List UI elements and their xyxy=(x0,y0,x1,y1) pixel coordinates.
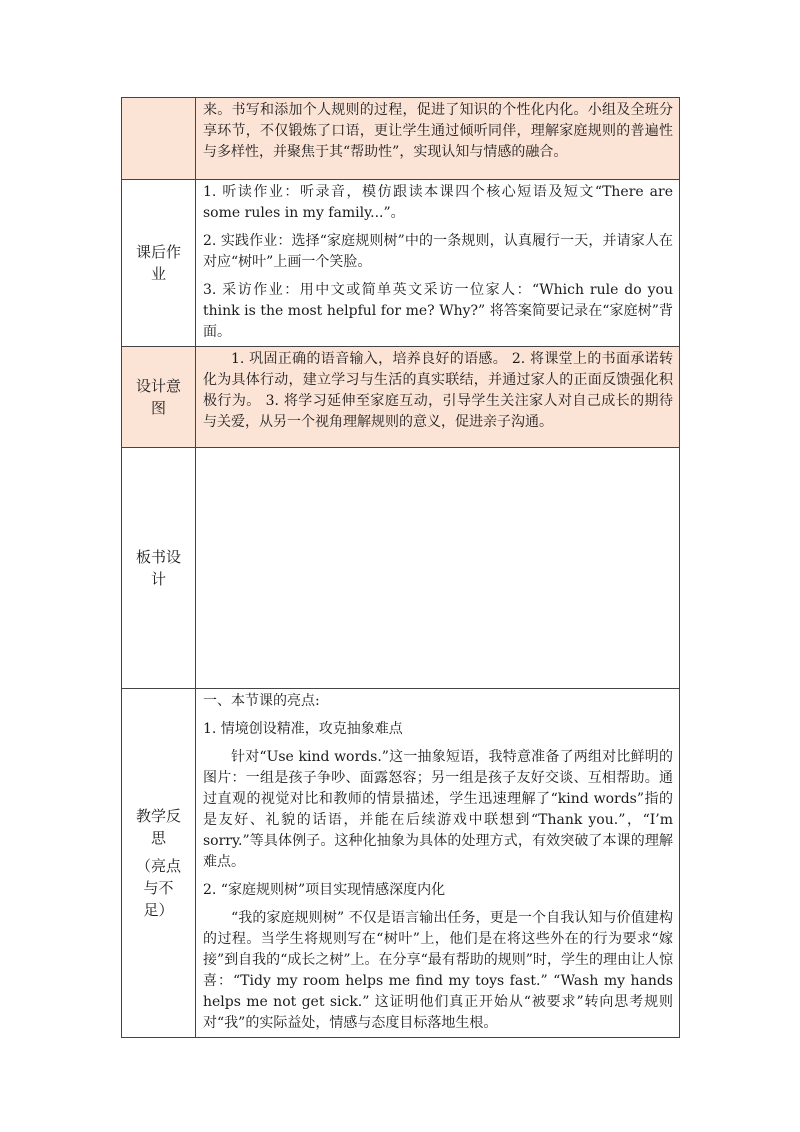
reflection-point1-text: 针对“Use kind words.”这一抽象短语，我特意准备了两组对比鲜明的图片：一组是孩子争吵、面露怒容；另一组是孩子友好交谈、互相帮助。通过直观的视觉对比和教师的情景描述，学生迅速理解了“kind words”指的是友好、礼貌的话语，并能在后续游戏中联想到“Thank you.”，“I’m sorry.”等具体例子。这种化抽象为具体的处理方式，有效突破了本课的理解难点。 xyxy=(203,749,673,870)
homework-content-cell xyxy=(196,180,680,347)
reflection-label: 教学反思 xyxy=(135,807,181,847)
board-content-cell xyxy=(196,448,680,689)
homework-label-cell xyxy=(122,180,196,347)
reflection-heading: 一、本节课的亮点: xyxy=(203,693,320,709)
board-row xyxy=(122,448,680,689)
continuation-row xyxy=(122,98,680,180)
continuation-content-cell xyxy=(196,98,680,180)
homework-item-1: 1. 听读作业：听录音，模仿跟读本课四个核心短语及短文“There are some rules in my family...”。 xyxy=(203,184,673,221)
reflection-content-cell xyxy=(196,689,680,1038)
homework-item-3: 3. 采访作业：用中文或简单英文采访一位家人：“Which rule do you think is the most helpful for me? Why?” 将答案简要记录在“家庭树”背面。 xyxy=(203,282,673,340)
reflection-label-cell xyxy=(122,689,196,1038)
continuation-label-cell xyxy=(122,98,196,180)
intent-label-cell xyxy=(122,347,196,448)
intent-content-cell xyxy=(196,347,680,448)
reflection-sublabel: （亮点与不足） xyxy=(135,857,181,919)
homework-row xyxy=(122,180,680,347)
intent-row xyxy=(122,347,680,448)
reflection-point2-title: 2. “家庭规则树”项目实现情感深度内化 xyxy=(203,882,446,898)
intent-text: 1. 巩固正确的语音输入，培养良好的语感。 2. 将课堂上的书面承诺转化为具体行动，建立学习与生活的真实联结，并通过家人的正面反馈强化积极行为。 3. 将学习延伸至家庭互动，引导学生关注家人对自己成长的期待与关爱，从另一个视角理解规则的意义，促进亲子沟通。 xyxy=(203,351,673,430)
board-label-cell xyxy=(122,448,196,689)
reflection-point1-title: 1. 情境创设精准，攻克抽象难点 xyxy=(203,721,403,737)
homework-label: 课后作业 xyxy=(135,243,181,283)
reflection-row xyxy=(122,689,680,1038)
continuation-text: 来。书写和添加个人规则的过程，促进了知识的个性化内化。小组及全班分享环节，不仅锻炼了口语，更让学生通过倾听同伴，理解家庭规则的普遍性与多样性，并聚焦于其“帮助性”，实现认知与情感的融合。 xyxy=(203,102,673,160)
lesson-plan-table xyxy=(121,97,680,1038)
board-label: 板书设计 xyxy=(135,548,181,588)
homework-item-2: 2. 实践作业：选择“家庭规则树”中的一条规则，认真履行一天，并请家人在对应“树叶”上画一个笑脸。 xyxy=(203,233,673,270)
reflection-point2-text: “我的家庭规则树” 不仅是语言输出任务，更是一个自我认知与价值建构的过程。当学生将规则写在“树叶”上，他们是在将这些外在的行为要求“嫁接”到自我的“成长之树”上。在分享“最有帮助的规则”时，学生的理由让人惊喜：“Tidy my room helps me find my toys fast.” “Wash my hands helps me not get sick.” 这证明他们真正开始从“被要求”转向思考规则对“我”的实际益处，情感与态度目标落地生根。 xyxy=(203,910,673,1031)
intent-label: 设计意图 xyxy=(135,377,181,417)
